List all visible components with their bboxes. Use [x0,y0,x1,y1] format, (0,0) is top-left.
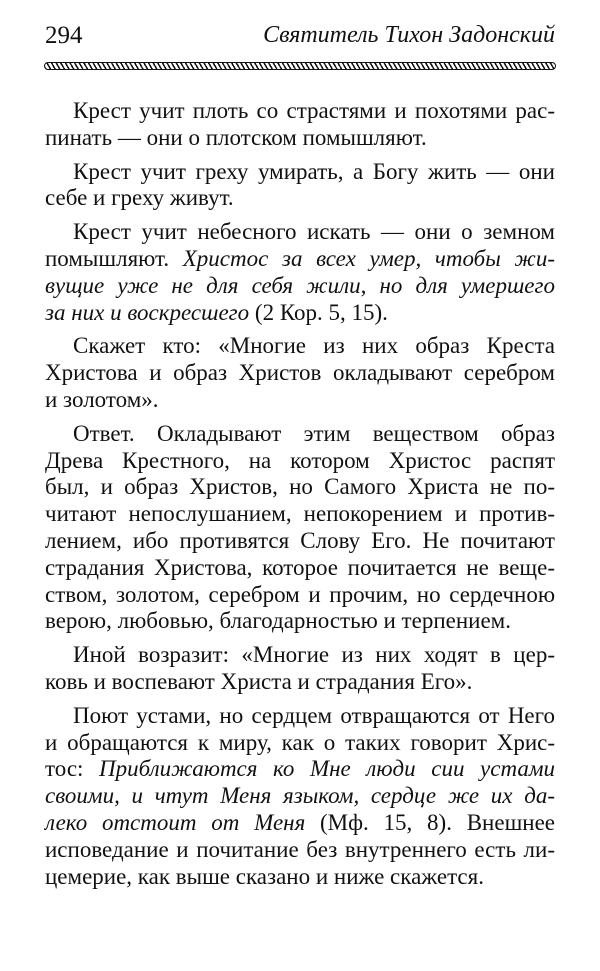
text-line [45,730,555,757]
running-title: Святитель Тихон Задонский [263,22,555,48]
paragraph [45,421,555,635]
text-line [45,300,555,327]
text-segment: (2 Кор. 5, 15). [249,299,388,325]
scripture-quote: за них и воскресшего [45,299,250,325]
text-line [45,582,555,609]
text-line [45,528,555,555]
text-line [45,474,555,501]
text-line [45,783,555,810]
text-line [45,98,555,125]
text-segment: тос: [45,756,99,782]
text-line [45,703,555,730]
text-segment: лением, ибо противятся Слову Его. Не почитают [45,527,555,553]
text-segment: ством, золотом, серебром и прочим, но сердечною [45,581,555,607]
text-line [45,246,555,273]
text-segment: был, и образ Христов, но Самого Христа не по- [45,474,555,500]
text-segment: и обращаются к миру, как о таких говорит Хрис- [45,729,555,755]
text-segment: пинать — они о плотском помышляют. [45,124,427,150]
text-segment: Древа Крестного, на котором Христос распят [45,447,555,473]
text-segment: Иной возразит: «Многие из них ходят в цер- [73,642,555,668]
rope-divider [44,62,556,70]
text-line [45,185,555,212]
text-segment: Крест учит небесного искать — они о земном [73,219,555,245]
text-line [45,756,555,783]
text-segment: цемерие, как выше сказано и ниже скажется. [45,863,484,889]
text-segment: Ответ. Окладывают этим веществом образ [73,420,555,446]
text-segment: и золотом». [45,386,159,412]
text-line [45,864,555,891]
text-line [45,837,555,864]
text-line [45,387,555,414]
text-line [45,810,555,837]
text-segment: (Мф. 15, 8). Внешнее [305,809,556,835]
scripture-quote: леко отстоит от Меня [45,809,306,835]
text-line [45,669,555,696]
text-line [45,159,555,186]
text-line [45,219,555,246]
scripture-quote: вущие уже не для себя жили, но для умершего [45,272,555,298]
text-segment: ковь и воспевают Христа и страдания Его». [45,668,473,694]
text-line [45,360,555,387]
paragraph [45,642,555,696]
text-line [45,273,555,300]
text-line [45,501,555,528]
paragraph [45,333,555,413]
paragraph [45,159,555,213]
text-segment: помышляют. [45,245,183,271]
page-number: 294 [45,22,83,49]
scripture-quote: своими, и чтут Меня языком, сердце же их да- [45,783,555,809]
text-segment: страдания Христова, которое почитается не веще- [45,554,555,580]
text-line [45,642,555,669]
text-segment: верою, любовью, благодарностью и терпением. [45,608,511,634]
scripture-quote: Приближаются ко Мне люди сии устами [99,756,556,782]
text-segment: исповедание и почитание без внутреннего есть ли- [45,836,555,862]
text-segment: Поют устами, но сердцем отвращаются от Него [73,702,555,728]
text-segment: Крест учит греху умирать, а Богу жить — они [73,158,555,184]
text-segment: Скажет кто: «Многие из них образ Креста [73,333,555,359]
paragraph [45,703,555,891]
scripture-quote: Христос за всех умер, чтобы жи- [182,245,555,271]
paragraph [45,98,555,152]
text-line [45,125,555,152]
page-body [45,98,555,897]
text-line [45,333,555,360]
text-segment: Христова и образ Христов окладывают серебром [45,360,555,386]
text-segment: Крест учит плоть со страстями и похотями рас- [73,98,555,123]
text-line [45,555,555,582]
text-segment: читают непослушанием, непокорением и против- [45,501,555,527]
paragraph [45,219,555,326]
text-segment: себе и греху живут. [45,185,234,211]
page-header [45,18,555,50]
text-line [45,448,555,475]
text-line [45,608,555,635]
text-line [45,421,555,448]
